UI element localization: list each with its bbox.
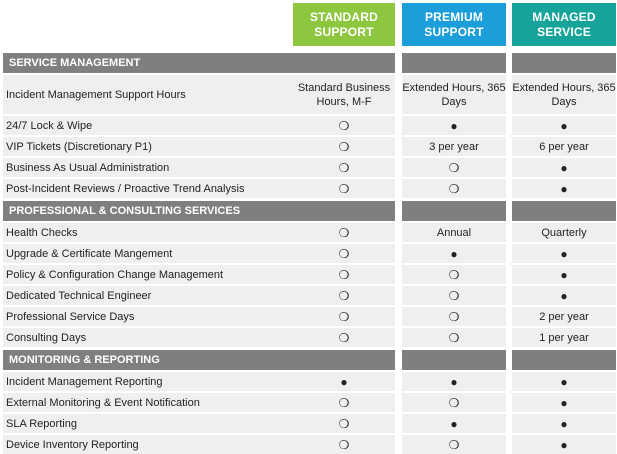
- empty-circle-icon: ❍: [448, 288, 460, 303]
- row-label: Business As Usual Administration: [6, 161, 170, 174]
- section-title: PROFESSIONAL & CONSULTING SERVICES: [9, 205, 241, 217]
- row-value-col3: [512, 286, 616, 305]
- row-value-col2: [402, 116, 506, 135]
- row-value-col3: [512, 265, 616, 284]
- row-value-col2: [402, 265, 506, 284]
- empty-circle-icon: ❍: [338, 225, 350, 240]
- section-header-cell: [512, 53, 616, 73]
- row-value-col3: 6 per year: [539, 140, 589, 153]
- filled-circle-icon: ●: [560, 267, 568, 282]
- row-label: VIP Tickets (Discretionary P1): [6, 140, 152, 153]
- row-value-col2: [402, 328, 506, 347]
- section-header: [3, 350, 395, 370]
- row-value-col1: [293, 223, 395, 242]
- row-label: 24/7 Lock & Wipe: [6, 119, 93, 132]
- section-header-cell: [512, 201, 616, 221]
- filled-circle-icon: ●: [450, 118, 458, 133]
- column-header-line1: STANDARD: [309, 9, 379, 24]
- row-value-col1: [293, 179, 395, 198]
- section-title: SERVICE MANAGEMENT: [9, 57, 141, 69]
- row-value-col2: 3 per year: [429, 140, 479, 153]
- empty-circle-icon: ❍: [338, 139, 350, 154]
- empty-circle-icon: ❍: [338, 330, 350, 345]
- empty-circle-icon: ❍: [338, 246, 350, 261]
- row-value-col3: [512, 435, 616, 454]
- empty-circle-icon: ❍: [338, 288, 350, 303]
- column-header-1: [293, 3, 395, 46]
- empty-circle-icon: ❍: [338, 160, 350, 175]
- section-header-cell: [402, 201, 506, 221]
- row-value-col1: [293, 265, 395, 284]
- filled-circle-icon: ●: [560, 246, 568, 261]
- row-value-col2: [402, 244, 506, 263]
- empty-circle-icon: ❍: [338, 118, 350, 133]
- column-header-line1: MANAGED: [532, 9, 596, 24]
- filled-circle-icon: ●: [560, 160, 568, 175]
- row-value-col2: [402, 307, 506, 326]
- row-value-col3: [512, 158, 616, 177]
- row-value-col3: [512, 244, 616, 263]
- empty-circle-icon: ❍: [338, 181, 350, 196]
- empty-circle-icon: ❍: [448, 437, 460, 452]
- row-value-col2: [402, 158, 506, 177]
- empty-circle-icon: ❍: [338, 309, 350, 324]
- row-value-col3: [512, 372, 616, 391]
- row-label: Device Inventory Reporting: [6, 438, 139, 451]
- column-header-line2: SUPPORT: [314, 24, 374, 39]
- row-value-col2: [402, 393, 506, 412]
- empty-circle-icon: ❍: [448, 395, 460, 410]
- section-header: [3, 53, 395, 73]
- column-header-line2: SERVICE: [537, 24, 591, 39]
- filled-circle-icon: ●: [450, 374, 458, 389]
- column-header-line1: PREMIUM: [424, 9, 484, 24]
- section-title: MONITORING & REPORTING: [9, 354, 160, 366]
- empty-circle-icon: ❍: [338, 267, 350, 282]
- row-label: Post-Incident Reviews / Proactive Trend Analysis: [6, 182, 245, 195]
- column-header-line2: SUPPORT: [424, 24, 484, 39]
- row-value-col1: [293, 435, 395, 454]
- row-value-col3: Quarterly: [541, 226, 587, 239]
- row-value-col1: [293, 116, 395, 135]
- row-label: Upgrade & Certificate Mangement: [6, 247, 173, 260]
- section-header-cell: [512, 350, 616, 370]
- row-label: SLA Reporting: [6, 417, 77, 430]
- row-label: Incident Management Support Hours: [6, 88, 186, 101]
- column-header-3: [512, 3, 616, 46]
- row-value-col2: Extended Hours, 365 Days: [402, 81, 506, 108]
- filled-circle-icon: ●: [560, 374, 568, 389]
- column-header-2: [402, 3, 506, 46]
- filled-circle-icon: ●: [340, 374, 348, 389]
- empty-circle-icon: ❍: [448, 309, 460, 324]
- row-value-col3: [512, 116, 616, 135]
- empty-circle-icon: ❍: [448, 160, 460, 175]
- row-value-col3: 2 per year: [539, 310, 589, 323]
- filled-circle-icon: ●: [560, 118, 568, 133]
- filled-circle-icon: ●: [560, 416, 568, 431]
- row-value-col2: [402, 414, 506, 433]
- empty-circle-icon: ❍: [338, 395, 350, 410]
- section-header-cell: [402, 53, 506, 73]
- row-value-col1: [293, 158, 395, 177]
- row-value-col2: [402, 179, 506, 198]
- empty-circle-icon: ❍: [338, 416, 350, 431]
- row-value-col1: [293, 372, 395, 391]
- row-value-col1: [293, 244, 395, 263]
- row-value-col1: [293, 328, 395, 347]
- row-value-col2: [402, 372, 506, 391]
- row-value-col3: 1 per year: [539, 331, 589, 344]
- row-value-col1: [293, 137, 395, 156]
- row-label: Health Checks: [6, 226, 78, 239]
- row-value-col2: [402, 286, 506, 305]
- row-label: Incident Management Reporting: [6, 375, 163, 388]
- filled-circle-icon: ●: [560, 395, 568, 410]
- empty-circle-icon: ❍: [448, 267, 460, 282]
- section-header: [3, 201, 395, 221]
- row-label: Dedicated Technical Engineer: [6, 289, 152, 302]
- row-value-col3: [512, 179, 616, 198]
- row-value-col1: [293, 393, 395, 412]
- empty-circle-icon: ❍: [448, 330, 460, 345]
- filled-circle-icon: ●: [560, 437, 568, 452]
- empty-circle-icon: ❍: [448, 181, 460, 196]
- row-value-col1: [293, 307, 395, 326]
- filled-circle-icon: ●: [450, 416, 458, 431]
- row-label: Consulting Days: [6, 331, 87, 344]
- section-header-cell: [402, 350, 506, 370]
- row-label: Policy & Configuration Change Management: [6, 268, 224, 281]
- filled-circle-icon: ●: [560, 181, 568, 196]
- row-value-col2: Annual: [436, 226, 472, 239]
- filled-circle-icon: ●: [560, 288, 568, 303]
- row-label: Professional Service Days: [6, 310, 135, 323]
- row-value-col1: [293, 414, 395, 433]
- row-value-col1: Standard Business Hours, M-F: [297, 81, 391, 108]
- row-value-col3: Extended Hours, 365 Days: [512, 81, 616, 108]
- empty-circle-icon: ❍: [338, 437, 350, 452]
- row-value-col1: [293, 286, 395, 305]
- row-label: External Monitoring & Event Notification: [6, 396, 200, 409]
- filled-circle-icon: ●: [450, 246, 458, 261]
- row-value-col3: [512, 393, 616, 412]
- row-value-col3: [512, 414, 616, 433]
- row-value-col2: [402, 435, 506, 454]
